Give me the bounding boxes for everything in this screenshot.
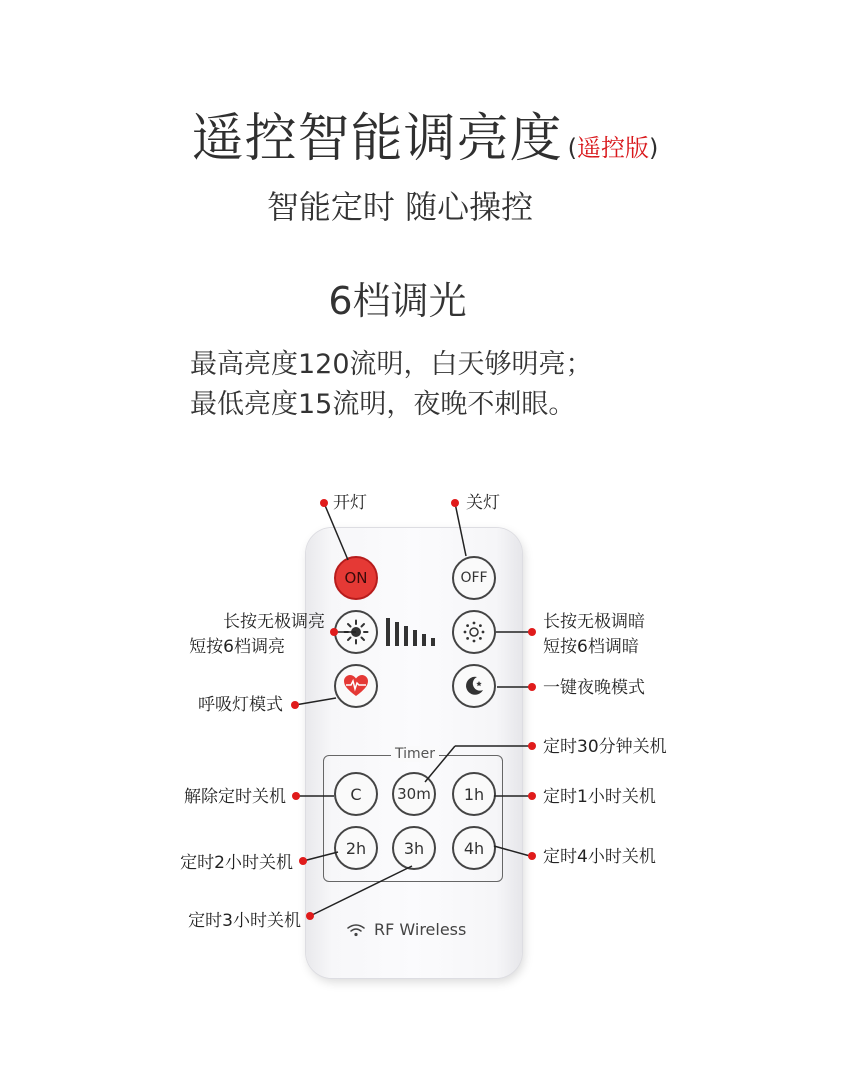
brand-label: RF Wireless bbox=[374, 920, 467, 939]
timer-1h-button[interactable]: 1h bbox=[452, 772, 496, 816]
label-brighten-1: 长按无极调亮 bbox=[223, 612, 325, 632]
label-on: 开灯 bbox=[333, 493, 367, 513]
brighten-dot bbox=[330, 628, 338, 636]
off-button[interactable]: OFF bbox=[452, 556, 496, 600]
breathing-dot bbox=[291, 701, 299, 709]
timer-label: Timer bbox=[391, 746, 439, 762]
label-timer-3h: 定时3小时关机 bbox=[188, 911, 301, 931]
description-line-2: 最低亮度15流明，夜晚不刺眼。 bbox=[190, 389, 576, 420]
paren-close: ) bbox=[649, 134, 659, 162]
label-dim-2: 短按6档调暗 bbox=[543, 637, 639, 657]
label-timer-30m: 定时30分钟关机 bbox=[543, 737, 667, 757]
label-brighten-2: 短按6档调亮 bbox=[189, 637, 285, 657]
cancel-timer-dot bbox=[292, 792, 300, 800]
timer-4h-button[interactable]: 4h bbox=[452, 826, 496, 870]
paren-open: ( bbox=[567, 134, 578, 162]
timer-2h-button[interactable]: 2h bbox=[334, 826, 378, 870]
label-night: 一键夜晚模式 bbox=[543, 678, 645, 698]
label-timer-1h: 定时1小时关机 bbox=[543, 787, 656, 807]
label-timer-4h: 定时4小时关机 bbox=[543, 847, 656, 867]
timer-1h-dot bbox=[528, 792, 536, 800]
timer-30m-button[interactable]: 30m bbox=[392, 772, 436, 816]
night-dot bbox=[528, 683, 536, 691]
timer-30m-dot bbox=[528, 742, 536, 750]
label-dim-1: 长按无极调暗 bbox=[543, 612, 645, 632]
dimming-heading: 6档调光 bbox=[328, 279, 467, 323]
label-cancel-timer: 解除定时关机 bbox=[184, 787, 286, 807]
on-button[interactable]: ON bbox=[334, 556, 378, 600]
label-off: 关灯 bbox=[466, 493, 500, 513]
cancel-timer-button[interactable]: C bbox=[334, 772, 378, 816]
label-breathing: 呼吸灯模式 bbox=[198, 695, 283, 715]
off-dot bbox=[451, 499, 459, 507]
label-timer-2h: 定时2小时关机 bbox=[180, 853, 293, 873]
timer-2h-dot bbox=[299, 857, 307, 865]
version-label: 遥控版 bbox=[577, 134, 650, 162]
timer-3h-button[interactable]: 3h bbox=[392, 826, 436, 870]
dim-dot bbox=[528, 628, 536, 636]
subtitle: 智能定时 随心操控 bbox=[266, 188, 534, 226]
on-dot bbox=[320, 499, 328, 507]
timer-4h-dot bbox=[528, 852, 536, 860]
description-line-1: 最高亮度120流明，白天够明亮； bbox=[190, 349, 593, 380]
timer-3h-dot bbox=[306, 912, 314, 920]
page-title: 遥控智能调亮度 bbox=[191, 109, 563, 169]
